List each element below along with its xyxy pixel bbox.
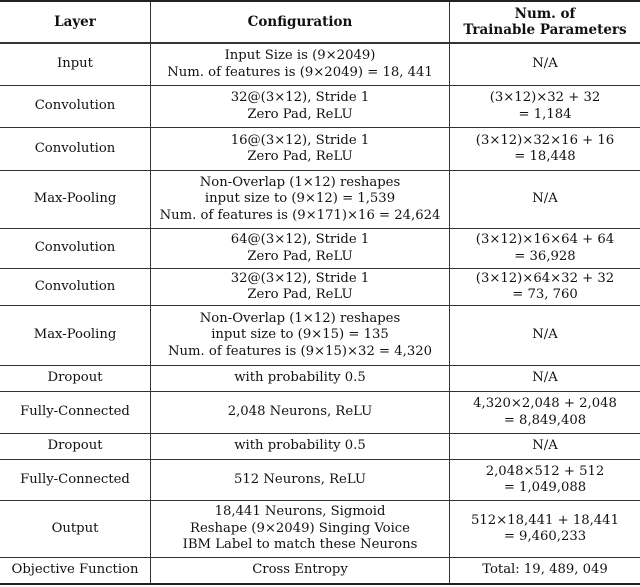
configuration-cell-line: Zero Pad, ReLU <box>247 106 353 122</box>
layer-cell <box>0 269 151 305</box>
params-cell-line: 2,048×512 + 512 <box>485 463 605 479</box>
configuration-cell-line: 32@(3×12), Stride 1 <box>230 90 370 105</box>
header-params-line: Trainable Parameters <box>463 22 627 38</box>
configuration-cell-line: 2,048 Neurons, ReLU <box>227 404 373 420</box>
configuration-cell-line: Zero Pad, ReLU <box>247 149 353 164</box>
params-cell-line: (3×12)×32 + 32 <box>489 90 601 105</box>
table-row <box>0 229 640 269</box>
table-row <box>0 128 640 171</box>
params-cell <box>450 392 640 433</box>
layer-cell-line: Dropout <box>47 370 103 386</box>
params-cell-line: 512×18,441 + 18,441 <box>471 512 619 528</box>
configuration-cell <box>151 171 450 228</box>
header-layer <box>0 2 151 42</box>
header-params <box>450 2 640 42</box>
table-row <box>0 434 640 460</box>
configuration-cell-line: Non-Overlap (1×12) reshapes <box>199 310 401 326</box>
configuration-cell <box>151 434 450 459</box>
configuration-cell-line: input size to (9×12) = 1,539 <box>204 191 396 207</box>
params-cell-line: = 36,928 <box>514 248 576 264</box>
configuration-cell-line: Reshape (9×2049) Singing Voice <box>190 520 410 536</box>
params-cell-line: N/A <box>532 56 558 72</box>
params-cell <box>450 501 640 557</box>
configuration-cell-line: Zero Pad, ReLU <box>247 248 353 264</box>
params-cell-line: N/A <box>532 191 558 207</box>
params-cell-line: 4,320×2,048 + 2,048 <box>473 396 617 411</box>
layer-cell <box>0 306 151 365</box>
configuration-cell-line: 18,441 Neurons, Sigmoid <box>214 504 386 520</box>
configuration-cell <box>151 558 450 583</box>
configuration-cell-line: Non-Overlap (1×12) reshapes <box>199 174 401 190</box>
configuration-cell-line: with probability 0.5 <box>234 438 366 454</box>
layer-cell <box>0 86 151 127</box>
configuration-cell-line: Num. of features is (9×15)×32 = 4,320 <box>167 343 433 359</box>
params-cell-line: = 1,184 <box>518 106 572 122</box>
header-row <box>0 2 640 44</box>
params-cell <box>450 44 640 85</box>
params-cell-line: = 18,448 <box>514 149 576 164</box>
configuration-cell-line: input size to (9×15) = 135 <box>211 327 389 343</box>
configuration-cell <box>151 366 450 391</box>
layer-cell-line: Convolution <box>34 98 116 114</box>
params-cell-line: = 8,849,408 <box>503 412 587 428</box>
layer-cell-line: Max-Pooling <box>33 327 117 343</box>
configuration-cell <box>151 392 450 433</box>
layer-cell-line: Fully-Connected <box>20 404 130 420</box>
layer-cell <box>0 128 151 170</box>
layer-cell <box>0 229 151 268</box>
layer-cell-line: Convolution <box>34 278 116 294</box>
params-cell <box>450 558 640 583</box>
layer-cell-line: Objective Function <box>11 562 139 578</box>
configuration-cell-line: IBM Label to match these Neurons <box>182 537 418 553</box>
layer-cell <box>0 434 151 459</box>
configuration-cell-line: 32@(3×12), Stride 1 <box>230 270 370 286</box>
table-row <box>0 366 640 392</box>
configuration-cell <box>151 306 450 365</box>
params-cell <box>450 306 640 365</box>
configuration-cell <box>151 86 450 127</box>
table-row <box>0 558 640 585</box>
table-row <box>0 306 640 366</box>
params-cell-line: Total: 19, 489, 049 <box>482 562 608 578</box>
params-cell-line: N/A <box>532 327 558 343</box>
params-cell <box>450 128 640 170</box>
params-cell-line: (3×12)×32×16 + 16 <box>475 132 615 148</box>
layer-cell-line: Dropout <box>47 438 103 454</box>
params-cell-line: = 73, 760 <box>512 287 578 302</box>
params-cell <box>450 229 640 268</box>
params-cell-line: = 9,460,233 <box>503 529 587 544</box>
layer-cell-line: Output <box>51 520 99 536</box>
configuration-cell <box>151 229 450 268</box>
layer-cell <box>0 392 151 433</box>
header-configuration-line: Configuration <box>247 13 353 30</box>
configuration-cell-line: with probability 0.5 <box>234 370 366 386</box>
table-row <box>0 44 640 86</box>
configuration-cell <box>151 128 450 170</box>
layer-cell <box>0 558 151 583</box>
params-cell-line: N/A <box>532 438 558 454</box>
params-cell-line: N/A <box>532 370 558 386</box>
configuration-cell <box>151 44 450 85</box>
configuration-cell <box>151 269 450 305</box>
params-cell <box>450 86 640 127</box>
configuration-cell-line: Num. of features is (9×171)×16 = 24,624 <box>159 207 441 223</box>
configuration-cell <box>151 460 450 500</box>
layer-cell-line: Convolution <box>34 240 116 256</box>
table-row <box>0 86 640 128</box>
configuration-cell-line: 64@(3×12), Stride 1 <box>230 232 370 247</box>
header-layer-line: Layer <box>54 13 96 30</box>
params-cell <box>450 366 640 391</box>
params-cell <box>450 460 640 500</box>
params-cell-line: = 1,049,088 <box>503 480 587 495</box>
params-cell <box>450 171 640 228</box>
table-row <box>0 392 640 434</box>
layer-cell <box>0 366 151 391</box>
table-row <box>0 269 640 306</box>
params-cell-line: (3×12)×64×32 + 32 <box>475 270 615 286</box>
layer-cell-line: Convolution <box>34 140 116 156</box>
layer-cell <box>0 44 151 85</box>
table-row <box>0 501 640 558</box>
params-cell <box>450 434 640 459</box>
layer-cell <box>0 501 151 557</box>
layer-cell-line: Max-Pooling <box>33 191 117 207</box>
layer-cell <box>0 171 151 228</box>
params-cell-line: (3×12)×16×64 + 64 <box>475 232 615 247</box>
configuration-cell-line: Input Size is (9×2049) <box>224 48 376 63</box>
header-params-line: Num. of <box>514 5 576 22</box>
configuration-cell-line: 16@(3×12), Stride 1 <box>230 132 370 148</box>
configuration-cell-line: Num. of features is (9×2049) = 18, 441 <box>167 64 433 80</box>
layer-cell-line: Fully-Connected <box>20 471 130 487</box>
layer-cell <box>0 460 151 500</box>
configuration-cell-line: Cross Entropy <box>252 562 348 578</box>
params-cell <box>450 269 640 305</box>
header-configuration <box>151 2 450 42</box>
configuration-cell-line: Zero Pad, ReLU <box>247 287 353 302</box>
configuration-cell <box>151 501 450 557</box>
layer-cell-line: Input <box>57 56 93 72</box>
configuration-cell-line: 512 Neurons, ReLU <box>234 471 366 487</box>
table-row <box>0 171 640 229</box>
table-row <box>0 460 640 501</box>
